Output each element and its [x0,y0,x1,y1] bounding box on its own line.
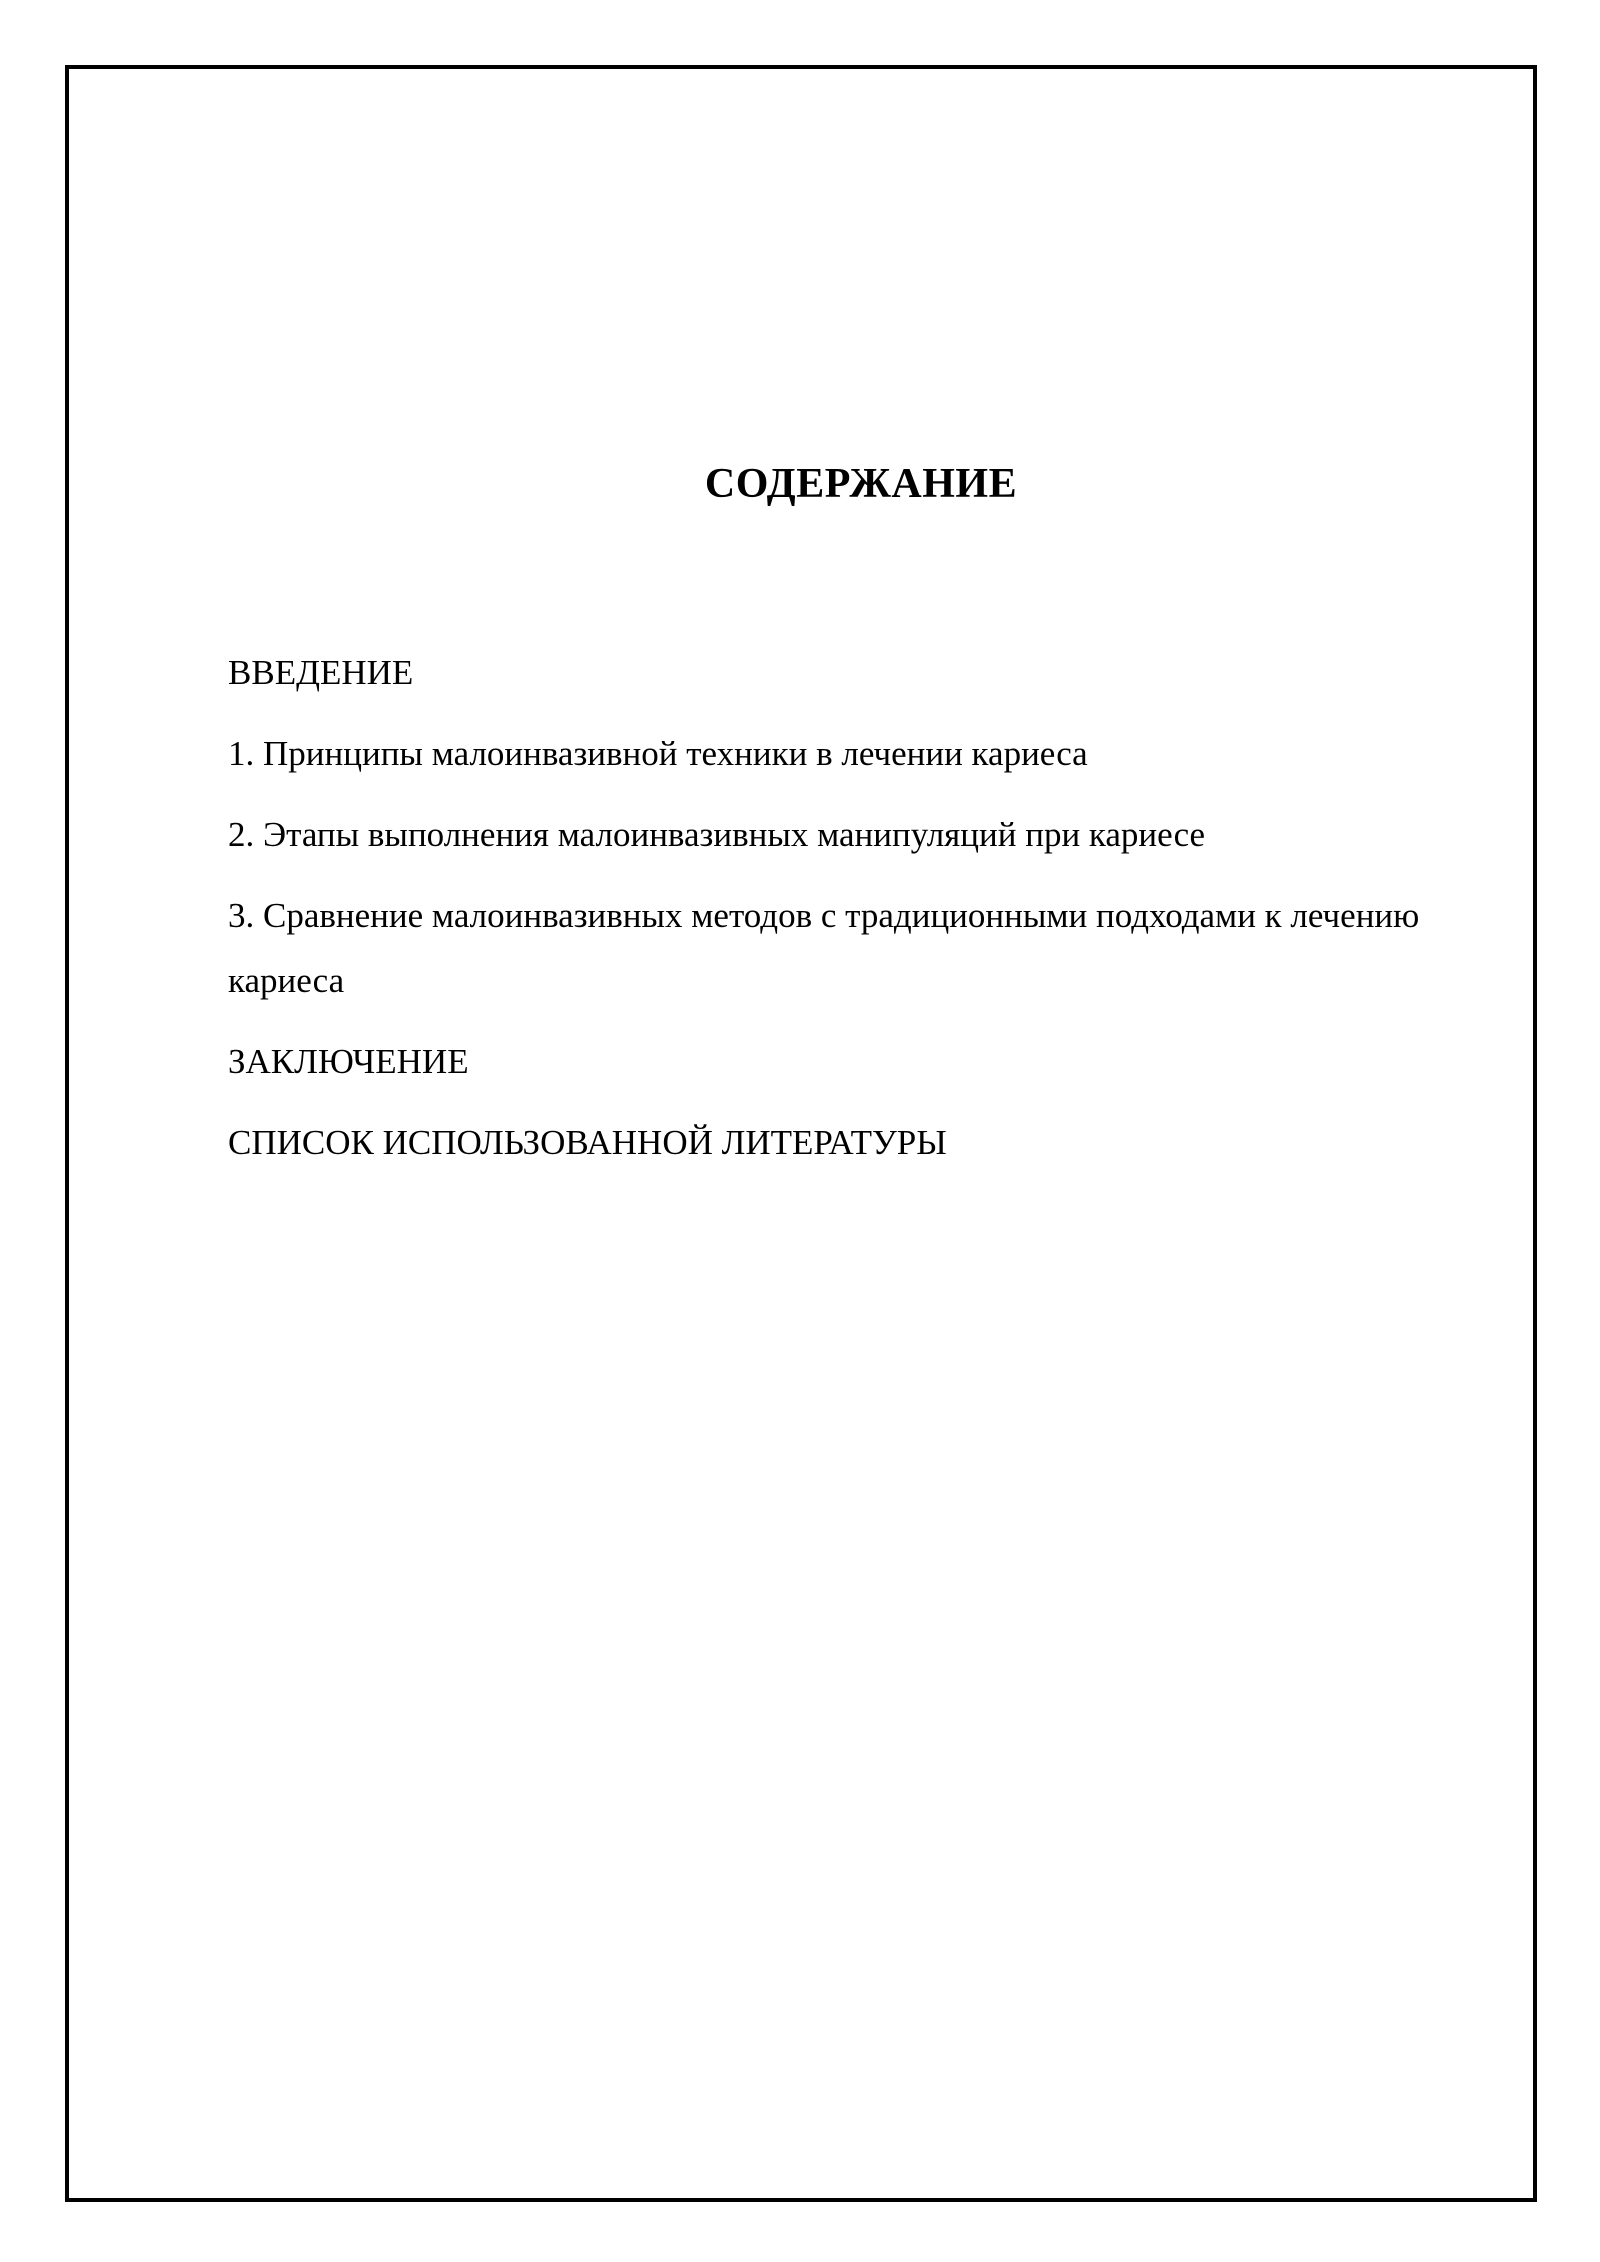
toc-item-chapter-2: 2. Этапы выполнения малоинвазивных манипуляций при кариесе [228,815,1206,854]
toc-item-conclusion: ЗАКЛЮЧЕНИЕ [228,1042,469,1081]
toc-item-introduction: ВВЕДЕНИЕ [228,653,414,692]
page-title: СОДЕРЖАНИЕ [704,461,1018,507]
toc-item-chapter-1: 1. Принципы малоинвазивной техники в лечении кариеса [228,734,1088,773]
toc-item-chapter-3: 3. Сравнение малоинвазивных методов с традиционными подходами к лечению кариеса [228,896,1420,1000]
toc-item-references: СПИСОК ИСПОЛЬЗОВАННОЙ ЛИТЕРАТУРЫ [228,1123,947,1162]
table-of-contents [228,640,1428,1191]
